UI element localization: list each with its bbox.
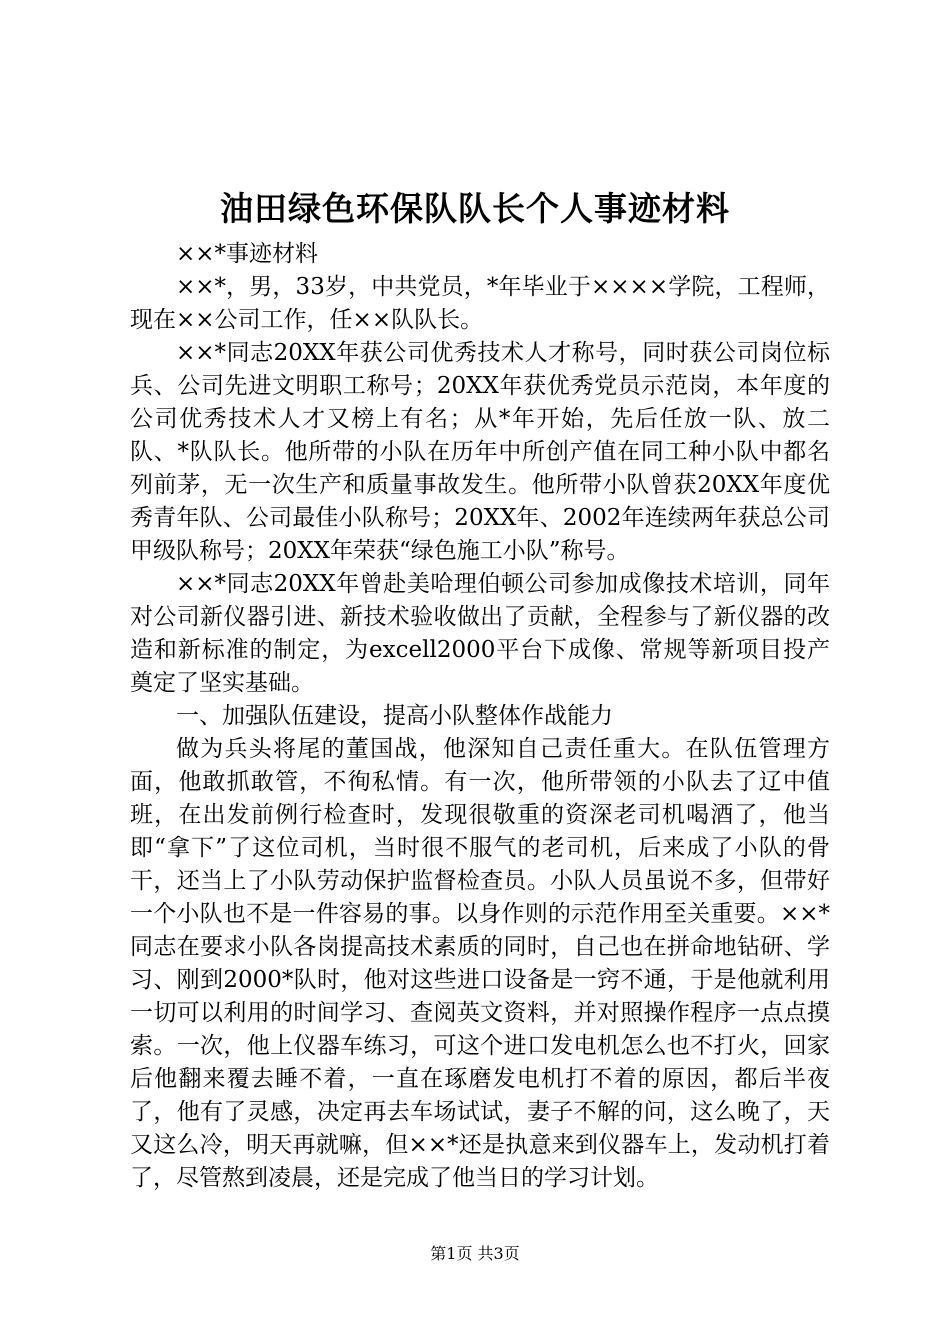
paragraph-profile: ××*，男，33岁，中共党员，*年毕业于××××学院，工程师，现在××公司工作，任××队队长。 bbox=[130, 274, 830, 333]
document-body bbox=[130, 238, 830, 1195]
paragraph-heading: ××*事迹材料 bbox=[176, 241, 319, 267]
document-title: 油田绿色环保队队长个人事迹材料 bbox=[220, 189, 730, 228]
paragraph-honors: ××*同志20XX年获公司优秀技术人才称号，同时获公司岗位标兵、公司先进文明职工称号；20XX年获优秀党员示范岗，本年度的公司优秀技术人才又榜上有名；从*年开始，先后任放一队、放二队、*队队长。他所带的小队在历年中所创产值在同工种小队中都名列前茅，无一次生产和质量事故发生。他所带小队曾获20XX年度优秀青年队、公司最佳小队称号；20XX年、2002年连续两年获总公司甲级队称号；20XX年荣获“绿色施工小队”称号。 bbox=[130, 340, 830, 564]
section-heading: 一、加强队伍建设，提高小队整体作战能力 bbox=[176, 703, 613, 729]
paragraph-team-building: 做为兵头将尾的董国战，他深知自己责任重大。在队伍管理方面，他敢抓敢管，不徇私情。有一次，他所带领的小队去了辽中值班，在出发前例行检查时，发现很敬重的资深老司机喝酒了，他当即“拿下”了这位司机，当时很不服气的老司机，后来成了小队的骨干，还当上了小队劳动保护监督检查员。小队人员虽说不多，但带好一个小队也不是一件容易的事。以身作则的示范作用至关重要。××*同志在要求小队各岗提高技术素质的同时，自己也在拼命地钻研、学习、刚到2000*队时，他对这些进口设备是一窍不通，于是他就利用一切可以利用的时间学习、查阅英文资料，并对照操作程序一点点摸索。一次，他上仪器车练习，可这个进口发电机怎么也不打火，回家后他翻来覆去睡不着，一直在琢磨发电机打不着的原因，都后半夜了，他有了灵感，决定再去车场试试，妻子不解的问，这么晚了，天又这么冷，明天再就嘛，但××*还是执意来到仪器车上，发动机打着了，尽管熬到凌晨，还是完成了他当日的学习计划。 bbox=[130, 736, 830, 1191]
paragraph-training: ××*同志20XX年曾赴美哈理伯顿公司参加成像技术培训，同年对公司新仪器引进、新技术验收做出了贡献，全程参与了新仪器的改造和新标准的制定，为excell2000平台下成像、常规等新项目投产奠定了坚实基础。 bbox=[130, 571, 830, 696]
page-footer: 第1页 共3页 bbox=[430, 1244, 520, 1263]
